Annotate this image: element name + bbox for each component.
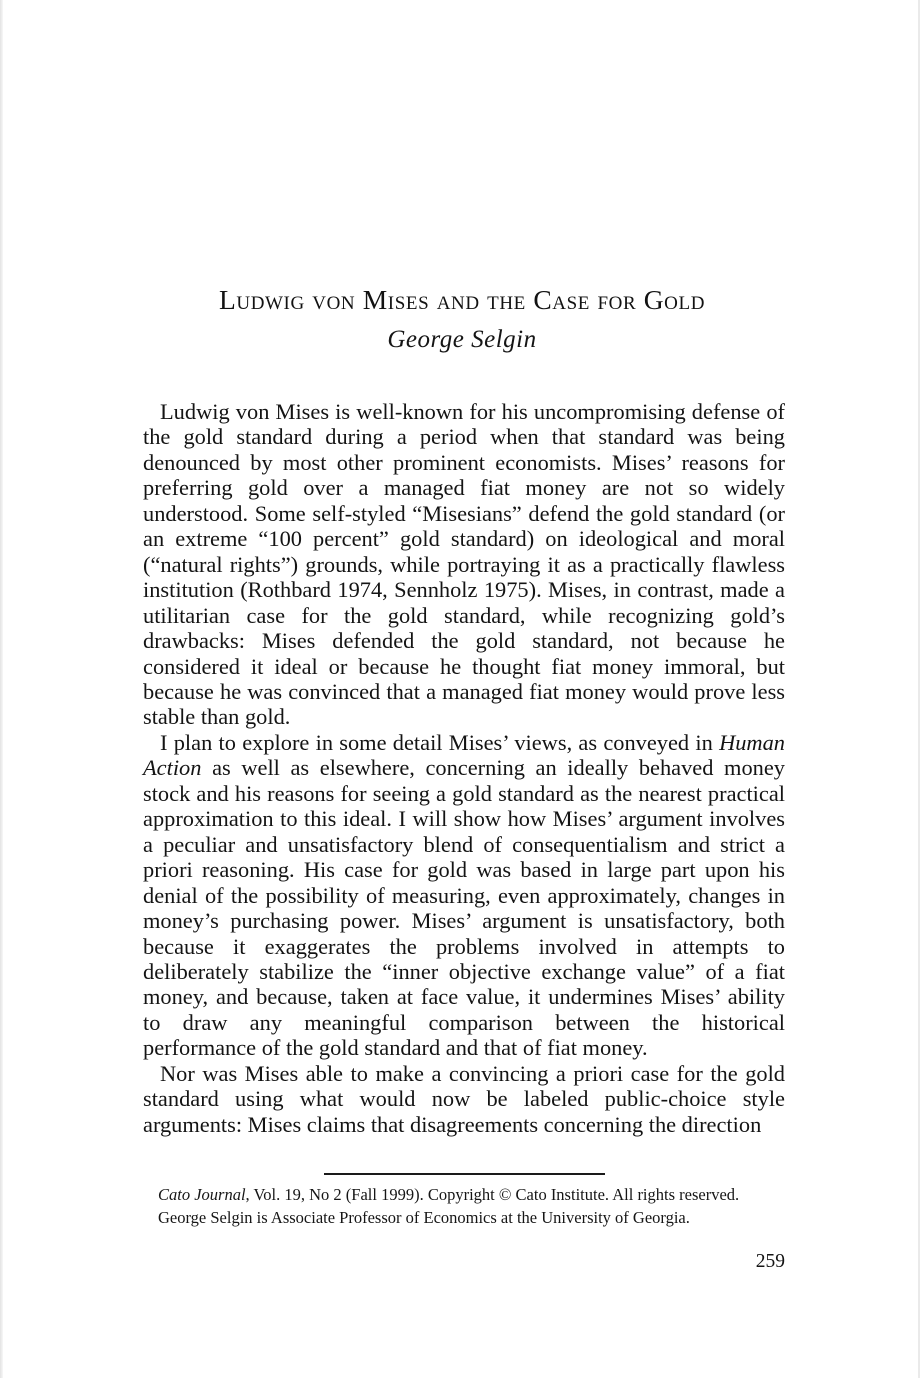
footnote-line: [158, 1184, 785, 1207]
text-segment: Ludwig von Mises is well-known for his uncompromising defense of the gold standard during a period when that standard was being denounced by most other prominent economists. Mises’ reasons for preferring gold over a managed fiat money are not so widely understood. Some self-styled “Misesians” defend the gold standard (or an extreme “100 percent” gold standard) on ideological and moral (“natural rights”) grounds, while portraying it as a practically flawless institution (Rothbard 1974, Sennholz 1975). Mises, in contrast, made a utilitarian case for the gold standard, while recognizing gold’s drawbacks: Mises defended the gold standard, not because he considered it ideal or because he thought fiat money immoral, but because he was convinced that a managed fiat money would prove less stable than gold.: [143, 399, 785, 730]
article-body: [143, 399, 785, 1137]
footnote-divider: [324, 1173, 605, 1175]
italic-text-segment: Human Action: [143, 729, 785, 781]
text-segment: as well as elsewhere, concerning an ideally behaved money stock and his reasons for seeing a gold standard as the nearest practical approximation to this ideal. I will show how Mises’ argument involves a peculiar and unsatisfactory blend of consequentialism and strict a priori reasoning. His case for gold was based in large part upon his denial of the possibility of measuring, even approximately, changes in money’s purchasing power. Mises’ argument is unsatisfactory, both because it exaggerates the problems involved in attempts to deliberately stabilize the “inner objective exchange value” of a fiat money, and because, taken at face value, it undermines Mises’ ability to draw any meaningful comparison between the historical performance of the gold standard and that of fiat money.: [143, 755, 785, 1061]
italic-text-segment: Cato Journal: [158, 1185, 246, 1204]
page-number: 259: [755, 1251, 785, 1272]
text-segment: I plan to explore in some detail Mises’ views, as conveyed in: [160, 729, 720, 755]
text-segment: , Vol. 19, No 2 (Fall 1999). Copyright © Cato Institute. All rights reserved.: [245, 1185, 740, 1204]
footnote-text: [143, 1184, 785, 1229]
scan-edge-left: [0, 0, 3, 1378]
text-segment: Nor was Mises able to make a convincing a priori case for the gold standard using what would now be labeled public-choice style arguments: Mises claims that disagreements concerning the direction: [143, 1060, 785, 1137]
article-title: Ludwig von Mises and the Case for Gold: [218, 284, 706, 315]
article-header: [139, 283, 785, 355]
paragraph: [143, 730, 785, 1061]
paragraph: [143, 399, 785, 730]
text-segment: George Selgin is Associate Professor of Economics at the University of Georgia.: [158, 1207, 690, 1227]
paragraph: [143, 1061, 785, 1137]
article-author: George Selgin: [387, 326, 537, 353]
footnote-line: [158, 1207, 785, 1230]
footnote-area: [143, 1173, 785, 1229]
